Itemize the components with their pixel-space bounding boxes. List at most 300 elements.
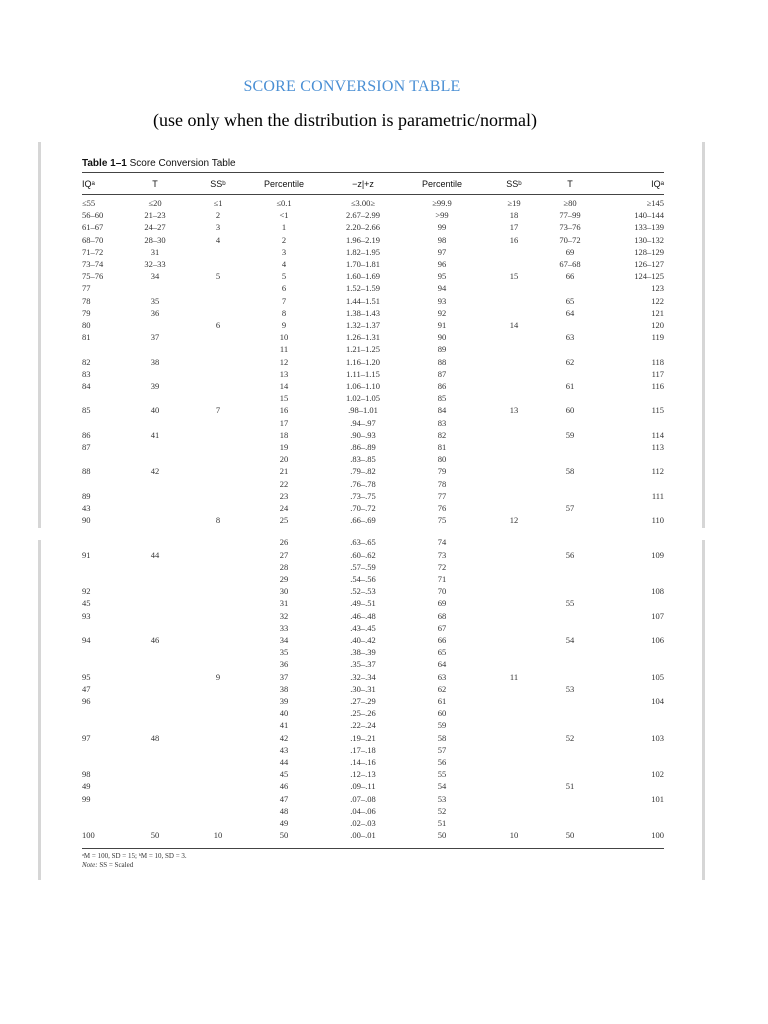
table-cell: 59 <box>565 429 575 440</box>
table-row <box>0 561 768 573</box>
column-header: Percentile <box>263 179 305 189</box>
table-cell: 80 <box>82 320 91 330</box>
table-cell: 60 <box>565 405 575 416</box>
table-cell: 37 <box>150 332 160 343</box>
table-row <box>0 536 768 548</box>
table-cell: 1.06–1.10 <box>346 381 380 391</box>
table-cell: 28 <box>279 561 289 572</box>
table-cell: 11 <box>509 671 519 682</box>
table-cell: 3 <box>281 246 287 257</box>
table-cell: 83 <box>82 368 91 379</box>
table-cell: 64 <box>437 659 447 670</box>
table-row <box>0 356 768 368</box>
table-row <box>0 331 768 343</box>
table-cell: 103 <box>651 732 664 743</box>
table-cell: .57–.59 <box>350 561 376 572</box>
table-cell: 85 <box>437 393 447 404</box>
table-cell: 9 <box>215 671 221 682</box>
table-cell: 5 <box>281 271 287 282</box>
column-header: IQᵃ <box>651 179 664 189</box>
table-cell: .27–.29 <box>350 696 376 706</box>
table-cell: 1.96–2.19 <box>346 234 380 245</box>
table-cell: ≥99.9 <box>432 198 452 208</box>
table-cell: 123 <box>651 283 664 294</box>
table-cell: 4 <box>281 259 287 269</box>
table-cell: 77–99 <box>559 210 581 221</box>
table-cell: 1.52–1.59 <box>346 283 380 294</box>
table-cell: 15 <box>509 271 519 282</box>
table-cell: 8 <box>281 307 287 318</box>
table-cell: 126–127 <box>634 259 664 269</box>
column-header: T <box>567 179 573 189</box>
table-cell: 51 <box>437 818 447 828</box>
table-cell: .00–.01 <box>350 830 376 841</box>
table-cell: 77 <box>437 490 447 501</box>
table-cell: .30–.31 <box>350 683 376 694</box>
table-cell: 44 <box>150 549 160 560</box>
table-top-rule <box>82 172 664 173</box>
table-cell: 31 <box>150 246 160 257</box>
table-row <box>0 246 768 258</box>
table-cell: 1.11–1.15 <box>346 368 380 379</box>
table-cell: .17–.18 <box>350 744 376 755</box>
table-cell: >99 <box>435 210 449 221</box>
table-cell: 73–76 <box>559 222 581 233</box>
table-cell: 22 <box>279 478 289 489</box>
table-row <box>0 610 768 622</box>
table-cell: 105 <box>651 671 664 682</box>
table-cell: 20 <box>279 454 289 465</box>
table-cell: 89 <box>82 490 91 501</box>
table-cell: 69 <box>437 598 447 609</box>
page-title: SCORE CONVERSION TABLE <box>243 78 461 95</box>
table-row <box>0 732 768 744</box>
table-cell: 45 <box>82 598 91 609</box>
table-cell: .09–.11 <box>350 781 376 792</box>
table-cell: 80 <box>437 454 447 465</box>
table-cell: 1.82–1.95 <box>346 246 380 257</box>
table-cell: 99 <box>437 222 447 233</box>
table-cell: 32 <box>279 610 289 621</box>
table-cell: 102 <box>651 769 664 780</box>
table-cell: 91 <box>82 549 91 560</box>
table-cell: 6 <box>215 320 221 330</box>
table-cell: 54 <box>565 635 575 645</box>
table-row <box>0 392 768 404</box>
table-cell: 4 <box>215 234 221 245</box>
table-cell: 55 <box>437 769 447 780</box>
footnote-note-label: Note: <box>82 861 98 869</box>
table-cell: 9 <box>281 320 287 330</box>
table-cell: 82 <box>82 356 91 367</box>
table-cell: .86–.89 <box>350 442 376 452</box>
table-cell: 85 <box>82 405 91 416</box>
table-cell: 84 <box>82 381 91 391</box>
table-cell: 40 <box>279 708 289 719</box>
table-cell: 64 <box>565 307 575 318</box>
table-row <box>0 307 768 319</box>
table-cell: .76–.78 <box>350 478 376 489</box>
table-cell: 25 <box>279 515 289 526</box>
table-cell: 18 <box>279 429 289 440</box>
table-cell: 50 <box>150 830 160 841</box>
table-cell: 1 <box>281 222 287 233</box>
table-cell: .63–.65 <box>350 537 376 548</box>
table-cell: 61–67 <box>82 222 104 233</box>
table-cell: .79–.82 <box>350 466 376 477</box>
table-cell: 1.32–1.37 <box>346 320 380 330</box>
table-cell: 83 <box>437 417 447 428</box>
table-cell: 110 <box>651 515 664 526</box>
table-cell: 34 <box>150 271 160 282</box>
table-cell: 70 <box>437 586 447 597</box>
table-row <box>0 380 768 392</box>
table-cell: 16 <box>279 405 289 416</box>
table-cell: 1.16–1.20 <box>346 356 380 367</box>
table-cell: 49 <box>82 781 91 792</box>
table-cell: .02–.03 <box>350 818 376 828</box>
table-cell: .52–.53 <box>350 586 376 597</box>
table-cell: 13 <box>279 368 289 379</box>
table-cell: 2 <box>281 234 287 245</box>
table-cell: 97 <box>82 732 91 743</box>
table-cell: 48 <box>150 732 160 743</box>
table-cell: 121 <box>651 307 664 318</box>
table-cell: .49–.51 <box>350 598 376 609</box>
table-cell: 19 <box>279 442 289 452</box>
table-cell: 17 <box>509 222 519 233</box>
table-cell: 47 <box>82 683 91 694</box>
table-cell: 73–74 <box>82 259 104 269</box>
table-cell: 43 <box>82 503 91 513</box>
table-cell: 88 <box>82 466 91 477</box>
table-cell: 2 <box>215 210 221 221</box>
table-row <box>0 597 768 609</box>
table-cell: 90 <box>82 515 91 526</box>
table-cell: 71 <box>437 574 447 584</box>
table-row <box>0 197 768 209</box>
table-row <box>0 282 768 294</box>
table-cell: 116 <box>651 381 664 391</box>
column-header: SSᵇ <box>210 179 226 189</box>
table-cell: 104 <box>651 696 664 706</box>
table-cell: 8 <box>215 515 221 526</box>
table-row <box>0 319 768 331</box>
table-row <box>0 780 768 792</box>
column-header: Percentile <box>421 179 463 189</box>
table-cell: 16 <box>509 234 519 245</box>
table-cell: 37 <box>279 671 289 682</box>
table-cell: .35–.37 <box>350 659 376 670</box>
table-cell: 81 <box>437 442 447 452</box>
table-cell: .54–.56 <box>350 574 376 584</box>
table-cell: <1 <box>279 210 289 221</box>
table-cell: 29 <box>279 574 289 584</box>
column-header: T <box>152 179 158 189</box>
table-cell: 36 <box>150 307 160 318</box>
table-cell: .38–.39 <box>350 647 376 658</box>
page-subtitle: (use only when the distribution is parametric/normal) <box>153 110 537 130</box>
table-cell: 62 <box>437 683 447 694</box>
table-cell: .19–.21 <box>350 732 376 743</box>
table-cell: ≤0.1 <box>276 198 292 208</box>
table-cell: 54 <box>437 781 447 792</box>
table-cell: 2.20–2.66 <box>346 222 380 233</box>
table-cell: 14 <box>509 320 519 330</box>
table-cell: 57 <box>565 503 575 513</box>
table-cell: 1.60–1.69 <box>346 271 380 282</box>
table-cell: 42 <box>150 466 160 477</box>
table-cell: 91 <box>437 320 447 330</box>
table-caption-label: Table 1–1 <box>82 158 127 169</box>
table-cell: 41 <box>150 429 160 440</box>
table-cell: 101 <box>651 793 664 804</box>
table-cell: 140–144 <box>634 210 664 221</box>
table-row <box>0 453 768 465</box>
table-cell: 69 <box>565 246 575 257</box>
table-cell: 56 <box>437 757 447 767</box>
table-cell: 93 <box>82 610 91 621</box>
table-cell: .22–.24 <box>350 720 376 731</box>
table-cell: .90–.93 <box>350 429 376 440</box>
table-cell: 47 <box>279 793 289 804</box>
table-cell: 98 <box>437 234 447 245</box>
table-cell: .40–.42 <box>350 635 376 645</box>
table-cell: ≥19 <box>507 198 521 208</box>
table-row <box>0 478 768 490</box>
table-cell: 12 <box>279 356 289 367</box>
table-cell: 53 <box>565 683 575 694</box>
table-row <box>0 209 768 221</box>
table-cell: 77 <box>82 283 91 294</box>
table-cell: 63 <box>437 671 447 682</box>
table-cell: 34 <box>279 635 289 645</box>
table-row <box>0 417 768 429</box>
table-cell: 33 <box>279 622 289 633</box>
table-row <box>0 234 768 246</box>
table-cell: .43–.45 <box>350 622 376 633</box>
table-cell: .73–.75 <box>350 490 376 501</box>
table-cell: 61 <box>565 381 575 391</box>
table-cell: 81 <box>82 332 91 343</box>
table-cell: 130–132 <box>634 234 664 245</box>
table-cell: 58 <box>565 466 575 477</box>
table-cell: 108 <box>651 586 664 597</box>
table-cell: .60–.62 <box>350 549 376 560</box>
table-cell: 122 <box>651 295 664 306</box>
table-cell: 96 <box>437 259 447 269</box>
table-cell: 79 <box>437 466 447 477</box>
table-cell: 27 <box>279 549 289 560</box>
table-row <box>0 683 768 695</box>
table-row <box>0 429 768 441</box>
table-cell: 95 <box>82 671 91 682</box>
table-cell: .04–.06 <box>350 805 376 816</box>
table-cell: 23 <box>279 490 289 501</box>
table-cell: 46 <box>150 635 160 645</box>
table-cell: 46 <box>279 781 289 792</box>
table-row <box>0 404 768 416</box>
footnote-note <box>82 861 187 870</box>
table-row <box>0 707 768 719</box>
table-cell: 94 <box>437 283 447 294</box>
table-cell: 56 <box>565 549 575 560</box>
table-cell: 55 <box>565 598 575 609</box>
table-cell: 86 <box>82 429 91 440</box>
table-cell: 79 <box>82 307 91 318</box>
table-footnotes <box>82 852 187 870</box>
table-cell: ≥80 <box>563 198 577 208</box>
table-row <box>0 695 768 707</box>
table-cell: 65 <box>565 295 575 306</box>
table-cell: ≥145 <box>646 198 664 208</box>
table-row <box>0 744 768 756</box>
table-cell: 114 <box>651 429 664 440</box>
table-row <box>0 514 768 526</box>
table-cell: 93 <box>437 295 447 306</box>
table-row <box>0 756 768 768</box>
table-cell: 109 <box>651 549 664 560</box>
table-cell: .32–.34 <box>350 671 376 682</box>
table-cell: 66 <box>437 635 447 645</box>
table-cell: 119 <box>651 332 664 343</box>
table-cell: 10 <box>509 830 519 841</box>
table-row <box>0 646 768 658</box>
table-cell: 28–30 <box>144 234 166 245</box>
table-row <box>0 719 768 731</box>
table-cell: 50 <box>437 830 447 841</box>
table-cell: 62 <box>565 356 575 367</box>
table-cell: 106 <box>651 635 664 645</box>
table-row <box>0 585 768 597</box>
table-cell: 128–129 <box>634 246 664 257</box>
table-cell: 67–68 <box>559 259 581 269</box>
table-cell: 60 <box>437 708 447 719</box>
table-cell: 48 <box>279 805 289 816</box>
table-caption-text: Score Conversion Table <box>129 158 236 169</box>
table-cell: 124–125 <box>634 271 664 282</box>
table-cell: 61 <box>437 696 447 706</box>
table-cell: 133–139 <box>634 222 664 233</box>
table-cell: 43 <box>279 744 289 755</box>
table-row <box>0 258 768 270</box>
table-row <box>0 502 768 514</box>
table-cell: ≤20 <box>148 198 162 208</box>
table-caption <box>82 158 236 169</box>
table-cell: 115 <box>651 405 664 416</box>
table-cell: 32–33 <box>144 259 166 269</box>
table-cell: 3 <box>215 222 221 233</box>
table-row <box>0 658 768 670</box>
table-row <box>0 270 768 282</box>
table-cell: 50 <box>565 830 575 841</box>
table-cell: 10 <box>213 830 223 841</box>
table-row <box>0 490 768 502</box>
table-cell: ≤3.00≥ <box>350 198 376 208</box>
table-cell: 38 <box>279 683 289 694</box>
table-cell: 49 <box>279 818 289 828</box>
table-cell: .83–.85 <box>350 454 376 465</box>
table-cell: 21–23 <box>144 210 166 221</box>
table-cell: 1.21–1.25 <box>346 344 380 355</box>
table-cell: 38 <box>150 356 160 367</box>
table-cell: .70–.72 <box>350 503 376 513</box>
table-row <box>0 768 768 780</box>
table-cell: 87 <box>82 442 91 452</box>
table-cell: 36 <box>279 659 289 670</box>
table-cell: 84 <box>437 405 447 416</box>
table-cell: 21 <box>279 466 289 477</box>
table-cell: 89 <box>437 344 447 355</box>
table-cell: 113 <box>651 442 664 452</box>
table-cell: 68 <box>437 610 447 621</box>
table-cell: 96 <box>82 696 91 706</box>
table-cell: 90 <box>437 332 447 343</box>
table-cell: 51 <box>565 781 575 792</box>
table-cell: 44 <box>279 757 289 767</box>
footnote-note-text: SS = Scaled <box>97 861 134 869</box>
table-cell: 35 <box>279 647 289 658</box>
table-row <box>0 805 768 817</box>
table-cell: 63 <box>565 332 575 343</box>
table-cell: 30 <box>279 586 289 597</box>
table-cell: 72 <box>437 561 447 572</box>
table-row <box>0 465 768 477</box>
table-cell: 1.26–1.31 <box>346 332 380 343</box>
table-cell: 17 <box>279 417 289 428</box>
table-cell: 87 <box>437 368 447 379</box>
column-header: SSᵇ <box>506 179 522 189</box>
table-cell: 66 <box>565 271 575 282</box>
table-cell: 10 <box>279 332 289 343</box>
table-cell: 13 <box>509 405 519 416</box>
table-row <box>0 817 768 829</box>
table-cell: 82 <box>437 429 447 440</box>
table-cell: 100 <box>82 830 95 841</box>
table-cell: 107 <box>651 610 664 621</box>
table-cell: 5 <box>215 271 221 282</box>
table-cell: 111 <box>651 490 664 501</box>
table-cell: 52 <box>565 732 575 743</box>
table-row <box>0 671 768 683</box>
table-cell: 1.44–1.51 <box>346 295 380 306</box>
table-cell: 76 <box>437 503 447 513</box>
table-cell: 70–72 <box>559 234 581 245</box>
table-cell: 65 <box>437 647 447 658</box>
table-cell: 94 <box>82 635 91 645</box>
table-cell: .66–.69 <box>350 515 376 526</box>
table-cell: 35 <box>150 295 160 306</box>
table-cell: 39 <box>279 696 289 706</box>
table-cell: ≤1 <box>213 198 223 208</box>
table-cell: 78 <box>82 295 91 306</box>
table-cell: 75 <box>437 515 447 526</box>
table-cell: 67 <box>437 622 447 633</box>
table-cell: 26 <box>279 537 289 548</box>
table-cell: 99 <box>82 793 91 804</box>
table-cell: 7 <box>215 405 221 416</box>
table-cell: .46–.48 <box>350 610 376 621</box>
table-cell: 71–72 <box>82 246 104 257</box>
table-cell: .14–.16 <box>350 757 376 767</box>
table-row <box>0 793 768 805</box>
table-cell: 57 <box>437 744 447 755</box>
table-cell: 24 <box>279 503 289 513</box>
table-cell: .25–.26 <box>350 708 376 719</box>
table-cell: 59 <box>437 720 447 731</box>
table-cell: 92 <box>437 307 447 318</box>
table-row <box>0 343 768 355</box>
